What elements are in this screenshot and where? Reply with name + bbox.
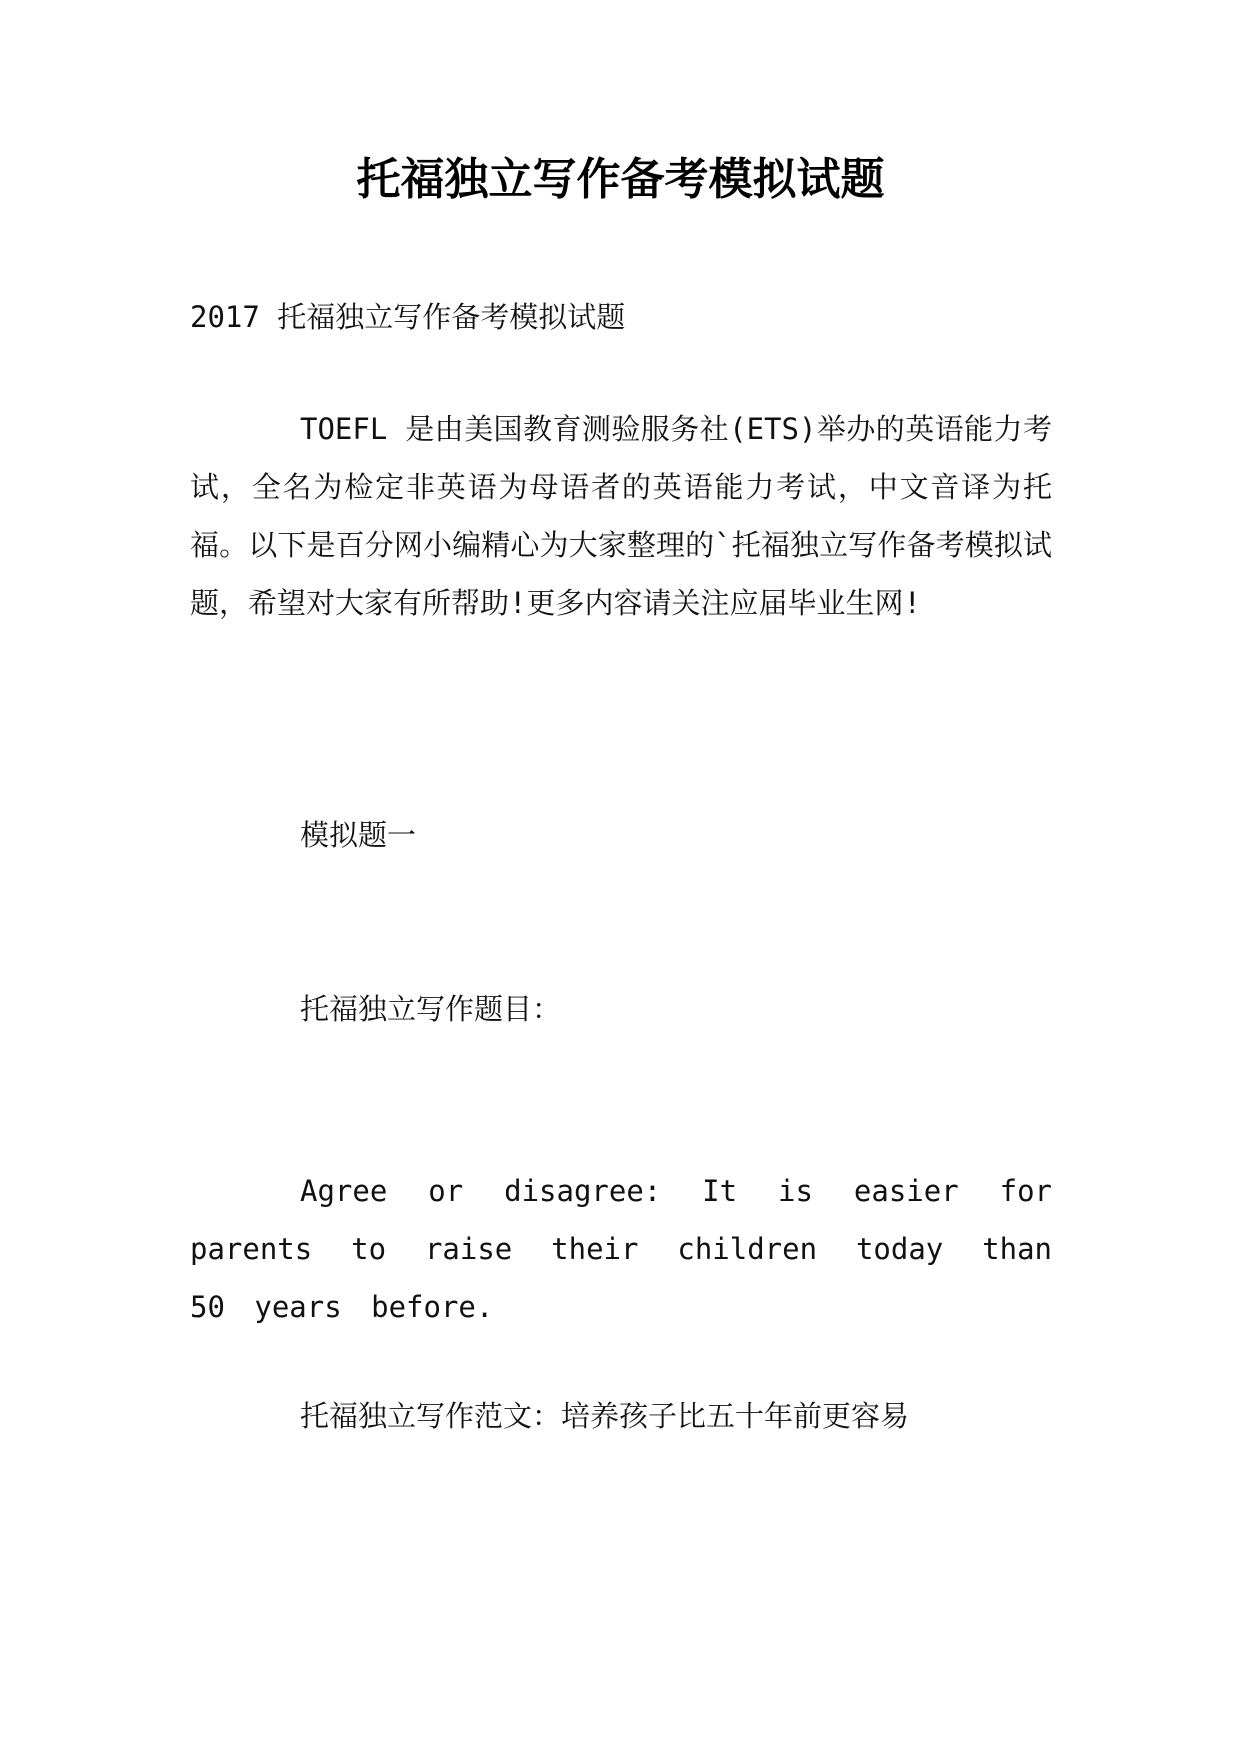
document-subtitle: 2017 托福独立写作备考模拟试题 bbox=[190, 300, 626, 334]
section-heading: 模拟题一 bbox=[300, 818, 417, 852]
document-title: 托福独立写作备考模拟试题 bbox=[356, 154, 885, 205]
intro-paragraph: TOEFL 是由美国教育测验服务社(ETS)举办的英语能力考试，全名为检定非英语为母语者的英语能力考试，中文音译为托福。以下是百分网小编精心为大家整理的`托福独立写作备考模拟试题，希望对大家有所帮助!更多内容请关注应届毕业生网! bbox=[190, 412, 1052, 620]
essay-prompt: Agree or disagree: It is easier for parents to raise their children today than 50 years before. bbox=[190, 1174, 1052, 1324]
topic-label: 托福独立写作题目： bbox=[300, 992, 562, 1026]
sample-essay-label: 托福独立写作范文：培养孩子比五十年前更容易 bbox=[300, 1399, 910, 1433]
